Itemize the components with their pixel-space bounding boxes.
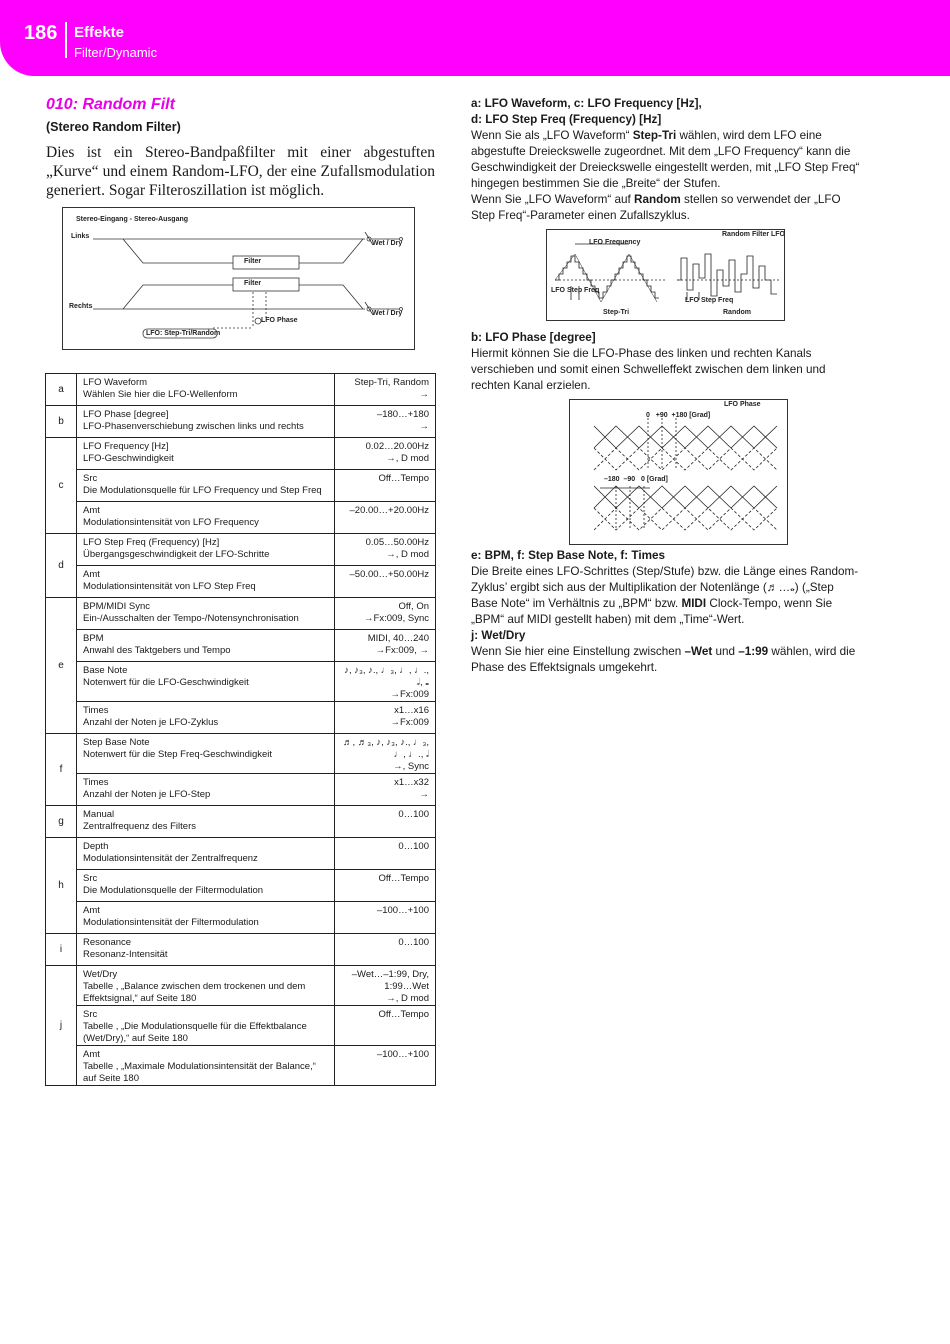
param-name-cell — [77, 966, 335, 1006]
section-bpm-text: Die Breite eines LFO-Schrittes (Step/Stufe) bzw. die Länge eines Random-Zyklus’ ergibt sich aus der Multiplikation der Notenlänge (♬…𝅝) („Step Base Note“ im Verhältnis zu „BPM“ bzw. MIDI Clock-Tempo, wenn Sie „BPM“ auf MIDI gestellt haben) mit dem „Time“-Wert. — [471, 565, 859, 626]
param-group-letter: b — [46, 406, 77, 438]
param-description: Modulationsintensität der Filtermodulation — [83, 917, 259, 928]
section-wetdry-heading: j: Wet/Dry — [471, 629, 526, 642]
param-description: LFO-Geschwindigkeit — [83, 453, 174, 464]
param-row — [46, 934, 436, 966]
param-range: 0.02…20.00Hz — [365, 441, 429, 452]
param-name-cell — [77, 870, 335, 902]
parameter-table — [45, 373, 436, 1086]
param-row — [46, 902, 436, 934]
param-description: Tabelle , „Die Modulationsquelle für die Effektbalance (Wet/Dry),“ auf Seite 180 — [83, 1021, 307, 1044]
param-name: Src — [83, 1009, 98, 1020]
lfo-type-label: LFO: Step-Tri/Random — [146, 330, 221, 337]
param-row — [46, 702, 436, 734]
param-range: x1…x16 — [394, 705, 429, 716]
section-waveform-text-1: Wenn Sie als „LFO Waveform“ Step-Tri wählen, wird dem LFO eine abgestufte Dreieckswelle zugeordnet. Mit dem „LFO Frequency“ kann die Geschwindigkeit der Dreieckswelle eingestellt werden, mit „LFO Step Freq“ hingegen bestimmen Sie die „Breite“ der Stufen. — [471, 129, 860, 190]
lfo-frequency-label: LFO Frequency — [589, 239, 641, 246]
param-name-cell — [77, 470, 335, 502]
signal-flow-lines — [63, 208, 416, 351]
param-name-cell — [77, 902, 335, 934]
param-name-cell — [77, 702, 335, 734]
param-group-letter: d — [46, 534, 77, 598]
section-bpm — [471, 548, 861, 676]
param-value-cell — [335, 838, 436, 870]
param-value-cell — [335, 702, 436, 734]
param-range: –Wet…–1:99, Dry, 1:99…Wet — [351, 969, 429, 992]
lfo-phase-diagram — [569, 399, 788, 545]
param-range: –20.00…+20.00Hz — [349, 505, 429, 516]
section-phase — [471, 330, 861, 394]
param-name: Step Base Note — [83, 737, 150, 748]
param-description: Die Modulationsquelle der Filtermodulation — [83, 885, 264, 896]
param-modulation: →, D mod — [386, 549, 429, 560]
param-name-cell — [77, 502, 335, 534]
param-group-letter: i — [46, 934, 77, 966]
param-name: Src — [83, 873, 98, 884]
section-phase-heading: b: LFO Phase [degree] — [471, 331, 596, 344]
param-name-cell — [77, 806, 335, 838]
param-value-cell — [335, 630, 436, 662]
param-group-letter: a — [46, 374, 77, 406]
param-modulation: →Fx:009 — [390, 717, 429, 728]
right-channel-label: Rechts — [69, 303, 93, 310]
param-value-cell — [335, 966, 436, 1006]
param-name-cell — [77, 438, 335, 470]
param-modulation: → — [419, 421, 429, 432]
section-bpm-heading: e: BPM, f: Step Base Note, f: Times — [471, 549, 665, 562]
param-value-cell — [335, 502, 436, 534]
param-description: Tabelle , „Maximale Modulationsintensität der Balance,“ auf Seite 180 — [83, 1061, 316, 1084]
param-range: ♪, ♪₃, ♪., ♩₃, ♩, ♩., 𝅗𝅥, 𝅝 — [344, 665, 429, 688]
param-range: 0.05…50.00Hz — [365, 537, 429, 548]
param-group-letter: f — [46, 734, 77, 806]
param-range: x1…x32 — [394, 777, 429, 788]
param-value-cell — [335, 1046, 436, 1086]
param-row — [46, 838, 436, 870]
param-row — [46, 406, 436, 438]
param-description: Notenwert für die Step Freq-Geschwindigkeit — [83, 749, 273, 760]
param-row — [46, 534, 436, 566]
lfo-waveform-diagram — [546, 229, 785, 321]
wetdry-label-left: Wet / Dry — [372, 240, 403, 247]
random-label: Random — [723, 309, 751, 316]
param-range: –100…+100 — [376, 905, 429, 916]
effect-intro: Dies ist ein Stereo-Bandpaßfilter mit einer abgestuften „Kurve“ und einem Random-LFO, der eine Zufallsmodulation generiert. Sogar Filteroszillation ist möglich. — [46, 144, 435, 199]
param-row — [46, 1046, 436, 1086]
param-row — [46, 438, 436, 470]
left-channel-label: Links — [71, 233, 90, 240]
phase-top-scale: 0 +90 +180 [Grad] — [646, 412, 711, 419]
effect-subtitle: (Stereo Random Filter) — [46, 120, 181, 134]
param-range: Off…Tempo — [378, 1009, 429, 1020]
param-modulation: →, D mod — [386, 453, 429, 464]
param-name: LFO Waveform — [83, 377, 148, 388]
param-range: –50.00…+50.00Hz — [349, 569, 429, 580]
param-modulation: → — [419, 389, 429, 400]
param-name: LFO Step Freq (Frequency) [Hz] — [83, 537, 220, 548]
param-row — [46, 598, 436, 630]
param-description: Zentralfrequenz des Filters — [83, 821, 196, 832]
param-modulation: →Fx:009, Sync — [364, 613, 429, 624]
section-title: Effekte — [74, 24, 125, 41]
param-description: Wählen Sie hier die LFO-Wellenform — [83, 389, 238, 400]
param-value-cell — [335, 934, 436, 966]
param-group-letter: e — [46, 598, 77, 734]
param-description: Anzahl der Noten je LFO-Zyklus — [83, 717, 219, 728]
param-description: Modulationsintensität von LFO Frequency — [83, 517, 259, 528]
param-row — [46, 774, 436, 806]
param-group-letter: h — [46, 838, 77, 934]
param-modulation: →Fx:009, → — [375, 645, 429, 656]
signal-flow-diagram — [62, 207, 415, 350]
param-name: Manual — [83, 809, 115, 820]
filter-box-right: Filter — [244, 280, 262, 287]
page-header — [0, 0, 950, 76]
lfo-phase-title: LFO Phase — [724, 401, 761, 408]
param-range: 0…100 — [398, 937, 429, 948]
param-range: –180…+180 — [376, 409, 429, 420]
param-description: LFO-Phasenverschiebung zwischen links und rechts — [83, 421, 304, 432]
param-value-cell — [335, 598, 436, 630]
param-name: Resonance — [83, 937, 132, 948]
param-name-cell — [77, 934, 335, 966]
wetdry-label-right: Wet / Dry — [372, 310, 403, 317]
param-row — [46, 662, 436, 702]
param-name-cell — [77, 374, 335, 406]
effect-title: 010: Random Filt — [46, 96, 175, 113]
param-description: Anwahl des Taktgebers und Tempo — [83, 645, 231, 656]
param-row — [46, 374, 436, 406]
lfo-phase-lines — [570, 400, 789, 546]
step-freq-label-random: LFO Step Freq — [685, 297, 734, 304]
param-name: Amt — [83, 1049, 100, 1060]
param-name: Base Note — [83, 665, 128, 676]
param-description: Notenwert für die LFO-Geschwindigkeit — [83, 677, 249, 688]
param-name-cell — [77, 774, 335, 806]
param-name: Amt — [83, 569, 100, 580]
param-range: –100…+100 — [376, 1049, 429, 1060]
param-name-cell — [77, 838, 335, 870]
param-name-cell — [77, 406, 335, 438]
param-value-cell — [335, 870, 436, 902]
param-name: BPM/MIDI Sync — [83, 601, 151, 612]
param-name: Wet/Dry — [83, 969, 118, 980]
io-label: Stereo-Eingang - Stereo-Ausgang — [76, 216, 189, 223]
section-waveform — [471, 96, 861, 224]
param-name: LFO Phase [degree] — [83, 409, 169, 420]
param-row — [46, 966, 436, 1006]
param-group-letter: c — [46, 438, 77, 534]
param-range: ♬, ♬₃, ♪, ♪₃, ♪., ♩₃, ♩, ♩., 𝅗𝅥 — [342, 737, 429, 760]
param-range: Step-Tri, Random — [354, 377, 429, 388]
param-name-cell — [77, 734, 335, 774]
param-value-cell — [335, 662, 436, 702]
param-value-cell — [335, 902, 436, 934]
param-name: LFO Frequency [Hz] — [83, 441, 169, 452]
param-name-cell — [77, 630, 335, 662]
param-range: 0…100 — [398, 809, 429, 820]
random-filter-lfo-title: Random Filter LFO — [722, 231, 785, 238]
param-name-cell — [77, 1046, 335, 1086]
steptri-label: Step-Tri — [603, 309, 630, 316]
param-modulation: →, D mod — [386, 993, 429, 1004]
param-name: Amt — [83, 505, 100, 516]
param-description: Ein-/Ausschalten der Tempo-/Notensynchronisation — [83, 613, 299, 624]
param-value-cell — [335, 1006, 436, 1046]
param-name-cell — [77, 534, 335, 566]
section-wetdry-text: Wenn Sie hier eine Einstellung zwischen –Wet und –1:99 wählen, wird die Phase des Effektsignals umgekehrt. — [471, 645, 856, 674]
param-row — [46, 1006, 436, 1046]
param-description: Übergangsgeschwindigkeit der LFO-Schritte — [83, 549, 270, 560]
param-name: Depth — [83, 841, 109, 852]
param-range: 0…100 — [398, 841, 429, 852]
param-value-cell — [335, 734, 436, 774]
filter-box-left: Filter — [244, 258, 262, 265]
param-modulation: →, Sync — [393, 761, 429, 772]
param-name-cell — [77, 598, 335, 630]
section-waveform-heading-2: d: LFO Step Freq (Frequency) [Hz] — [471, 113, 662, 126]
param-range: Off…Tempo — [378, 473, 429, 484]
page-number: 186 — [24, 22, 58, 44]
param-range: Off…Tempo — [378, 873, 429, 884]
param-modulation: →Fx:009 — [390, 689, 429, 700]
param-row — [46, 470, 436, 502]
param-range: MIDI, 40…240 — [367, 633, 429, 644]
param-description: Tabelle , „Balance zwischen dem trockenen und dem Effektsignal,“ auf Seite 180 — [83, 981, 306, 1004]
param-description: Modulationsintensität der Zentralfrequenz — [83, 853, 258, 864]
param-value-cell — [335, 374, 436, 406]
section-waveform-heading-1: a: LFO Waveform, c: LFO Frequency [Hz], — [471, 97, 702, 110]
param-description: Resonanz-Intensität — [83, 949, 168, 960]
param-value-cell — [335, 806, 436, 838]
section-phase-text: Hiermit können Sie die LFO-Phase des linken und rechten Kanals verschieben und somit einen Schwelleffekt zwischen dem linken und rechten Kanal erzielen. — [471, 347, 826, 392]
param-name: Times — [83, 705, 109, 716]
param-row — [46, 566, 436, 598]
param-name: Amt — [83, 905, 100, 916]
param-description: Modulationsintensität von LFO Step Freq — [83, 581, 256, 592]
subsection-title: Filter/Dynamic — [74, 45, 158, 60]
param-name: Times — [83, 777, 109, 788]
param-row — [46, 806, 436, 838]
param-value-cell — [335, 438, 436, 470]
param-name: BPM — [83, 633, 104, 644]
param-description: Anzahl der Noten je LFO-Step — [83, 789, 211, 800]
header-divider — [65, 22, 67, 58]
param-description: Die Modulationsquelle für LFO Frequency und Step Freq — [83, 485, 322, 496]
param-group-letter: g — [46, 806, 77, 838]
param-value-cell — [335, 406, 436, 438]
param-value-cell — [335, 774, 436, 806]
param-row — [46, 734, 436, 774]
section-waveform-text-2: Wenn Sie „LFO Waveform“ auf Random stellen so verwendet der „LFO Step Freq“-Parameter einen Zufallszyklus. — [471, 193, 841, 222]
param-range: Off, On — [398, 601, 429, 612]
param-group-letter: j — [46, 966, 77, 1086]
param-value-cell — [335, 534, 436, 566]
param-name: Src — [83, 473, 98, 484]
param-name-cell — [77, 566, 335, 598]
param-row — [46, 630, 436, 662]
lfo-phase-label: LFO Phase — [261, 317, 298, 324]
step-freq-label-steptri: LFO Step Freq — [551, 287, 600, 294]
param-row — [46, 870, 436, 902]
param-name-cell — [77, 1006, 335, 1046]
param-row — [46, 502, 436, 534]
phase-bottom-scale: –180 –90 0 [Grad] — [604, 476, 668, 483]
param-value-cell — [335, 566, 436, 598]
param-modulation: → — [419, 789, 429, 800]
param-name-cell — [77, 662, 335, 702]
param-value-cell — [335, 470, 436, 502]
